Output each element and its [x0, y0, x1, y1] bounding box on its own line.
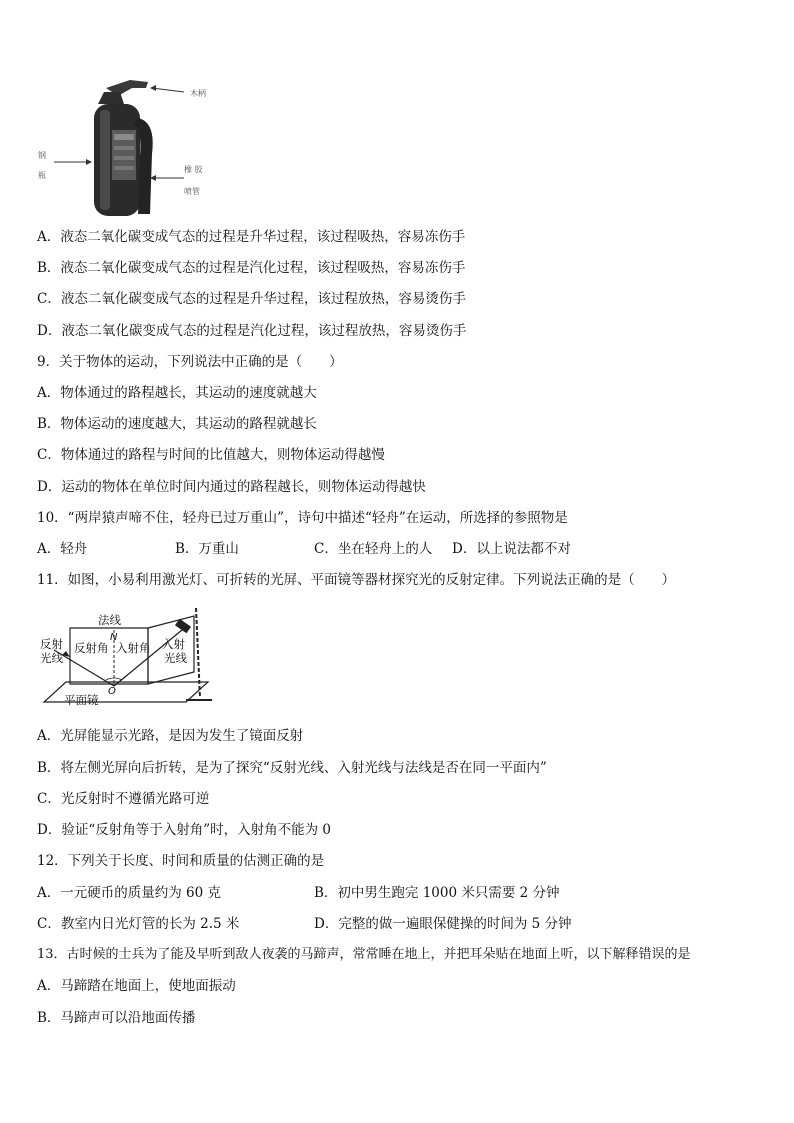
q8-option-d: D．液态二氧化碳变成气态的过程是汽化过程，该过程放热，容易烫伤手 [37, 323, 467, 339]
q11-stem: 11．如图，小易利用激光灯、可折转的光屏、平面镜等器材探究光的反射定律。下列说法正确的是（ ） [37, 572, 676, 588]
q9-option-a: A．物体通过的路程越长，其运动的速度就越大 [37, 385, 317, 401]
q9-option-c: C．物体通过的路程与时间的比值越大，则物体运动得越慢 [37, 447, 385, 463]
label-cylinder-1: 钢 [38, 151, 46, 160]
incident-ray-label-2: 光线 [164, 651, 187, 665]
q9-stem: 9．关于物体的运动，下列说法中正确的是（ ） [37, 354, 343, 370]
q12-stem: 12．下列关于长度、时间和质量的估测正确的是 [37, 853, 325, 869]
q13-option-b: B．马蹄声可以沿地面传播 [37, 1010, 196, 1026]
q13-option-a: A．马蹄踏在地面上，使地面振动 [37, 978, 236, 994]
q9-option-b: B．物体运动的速度越大，其运动的路程就越长 [37, 416, 317, 432]
n-label: N [110, 632, 118, 643]
incident-ray-label-1: 入射 [162, 637, 185, 651]
q12-option-b: B．初中男生跑完 1000 米只需要 2 分钟 [314, 885, 560, 901]
q8-option-a: A．液态二氧化碳变成气态的过程是升华过程，该过程吸热，容易冻伤手 [37, 229, 466, 245]
light-reflection-figure [36, 600, 216, 712]
q10-stem: 10．“两岸猿声啼不住，轻舟已过万重山”，诗句中描述“轻舟”在运动，所选择的参照物是 [37, 510, 568, 526]
label-hose-2: 喷管 [184, 187, 200, 196]
q10-option-d: D．以上说法都不对 [452, 541, 571, 557]
q10-option-c: C．坐在轻舟上的人 [314, 541, 433, 557]
reflect-ray-label-1: 反射 [40, 637, 63, 651]
q10-option-a: A．轻舟 [37, 541, 88, 557]
q11-option-a: A．光屏能显示光路，是因为发生了镜面反射 [37, 728, 304, 744]
mirror-label: 平面镜 [64, 693, 99, 707]
q10-option-b: B．万重山 [175, 541, 239, 557]
label-cylinder-2: 瓶 [38, 171, 46, 180]
o-label: O [108, 686, 116, 697]
q9-option-d: D．运动的物体在单位时间内通过的路程越长，则物体运动得越快 [37, 479, 426, 495]
q11-option-c: C．光反射时不遵循光路可逆 [37, 791, 210, 807]
q11-option-d: D．验证“反射角等于入射角”时，入射角不能为 0 [37, 822, 332, 838]
reflect-ray-label-2: 光线 [40, 651, 63, 665]
reflect-angle-label: 反射角 [74, 641, 109, 655]
q12-option-d: D．完整的做一遍眼保健操的时间为 5 分钟 [314, 916, 572, 932]
label-hose-1: 橡 胶 [184, 165, 203, 174]
normal-label: 法线 [98, 613, 121, 627]
q12-option-a: A．一元硬币的质量约为 60 克 [37, 885, 222, 901]
q12-option-c: C．教室内日光灯管的长为 2.5 米 [37, 916, 240, 932]
label-handle: 木柄 [190, 89, 206, 98]
incident-angle-label: 入射角 [116, 641, 151, 655]
q8-option-c: C．液态二氧化碳变成气态的过程是升华过程，该过程放热，容易烫伤手 [37, 291, 466, 307]
q8-option-b: B．液态二氧化碳变成气态的过程是汽化过程，该过程吸热，容易冻伤手 [37, 260, 466, 276]
q11-option-b: B．将左侧光屏向后折转，是为了探究“反射光线、入射光线与法线是否在同一平面内” [37, 760, 547, 776]
fire-extinguisher-figure [34, 74, 224, 222]
q13-stem: 13．古时候的士兵为了能及早听到敌人夜袭的马蹄声，常常睡在地上，并把耳朵贴在地面上听，以下解释错误的是 [37, 947, 691, 962]
